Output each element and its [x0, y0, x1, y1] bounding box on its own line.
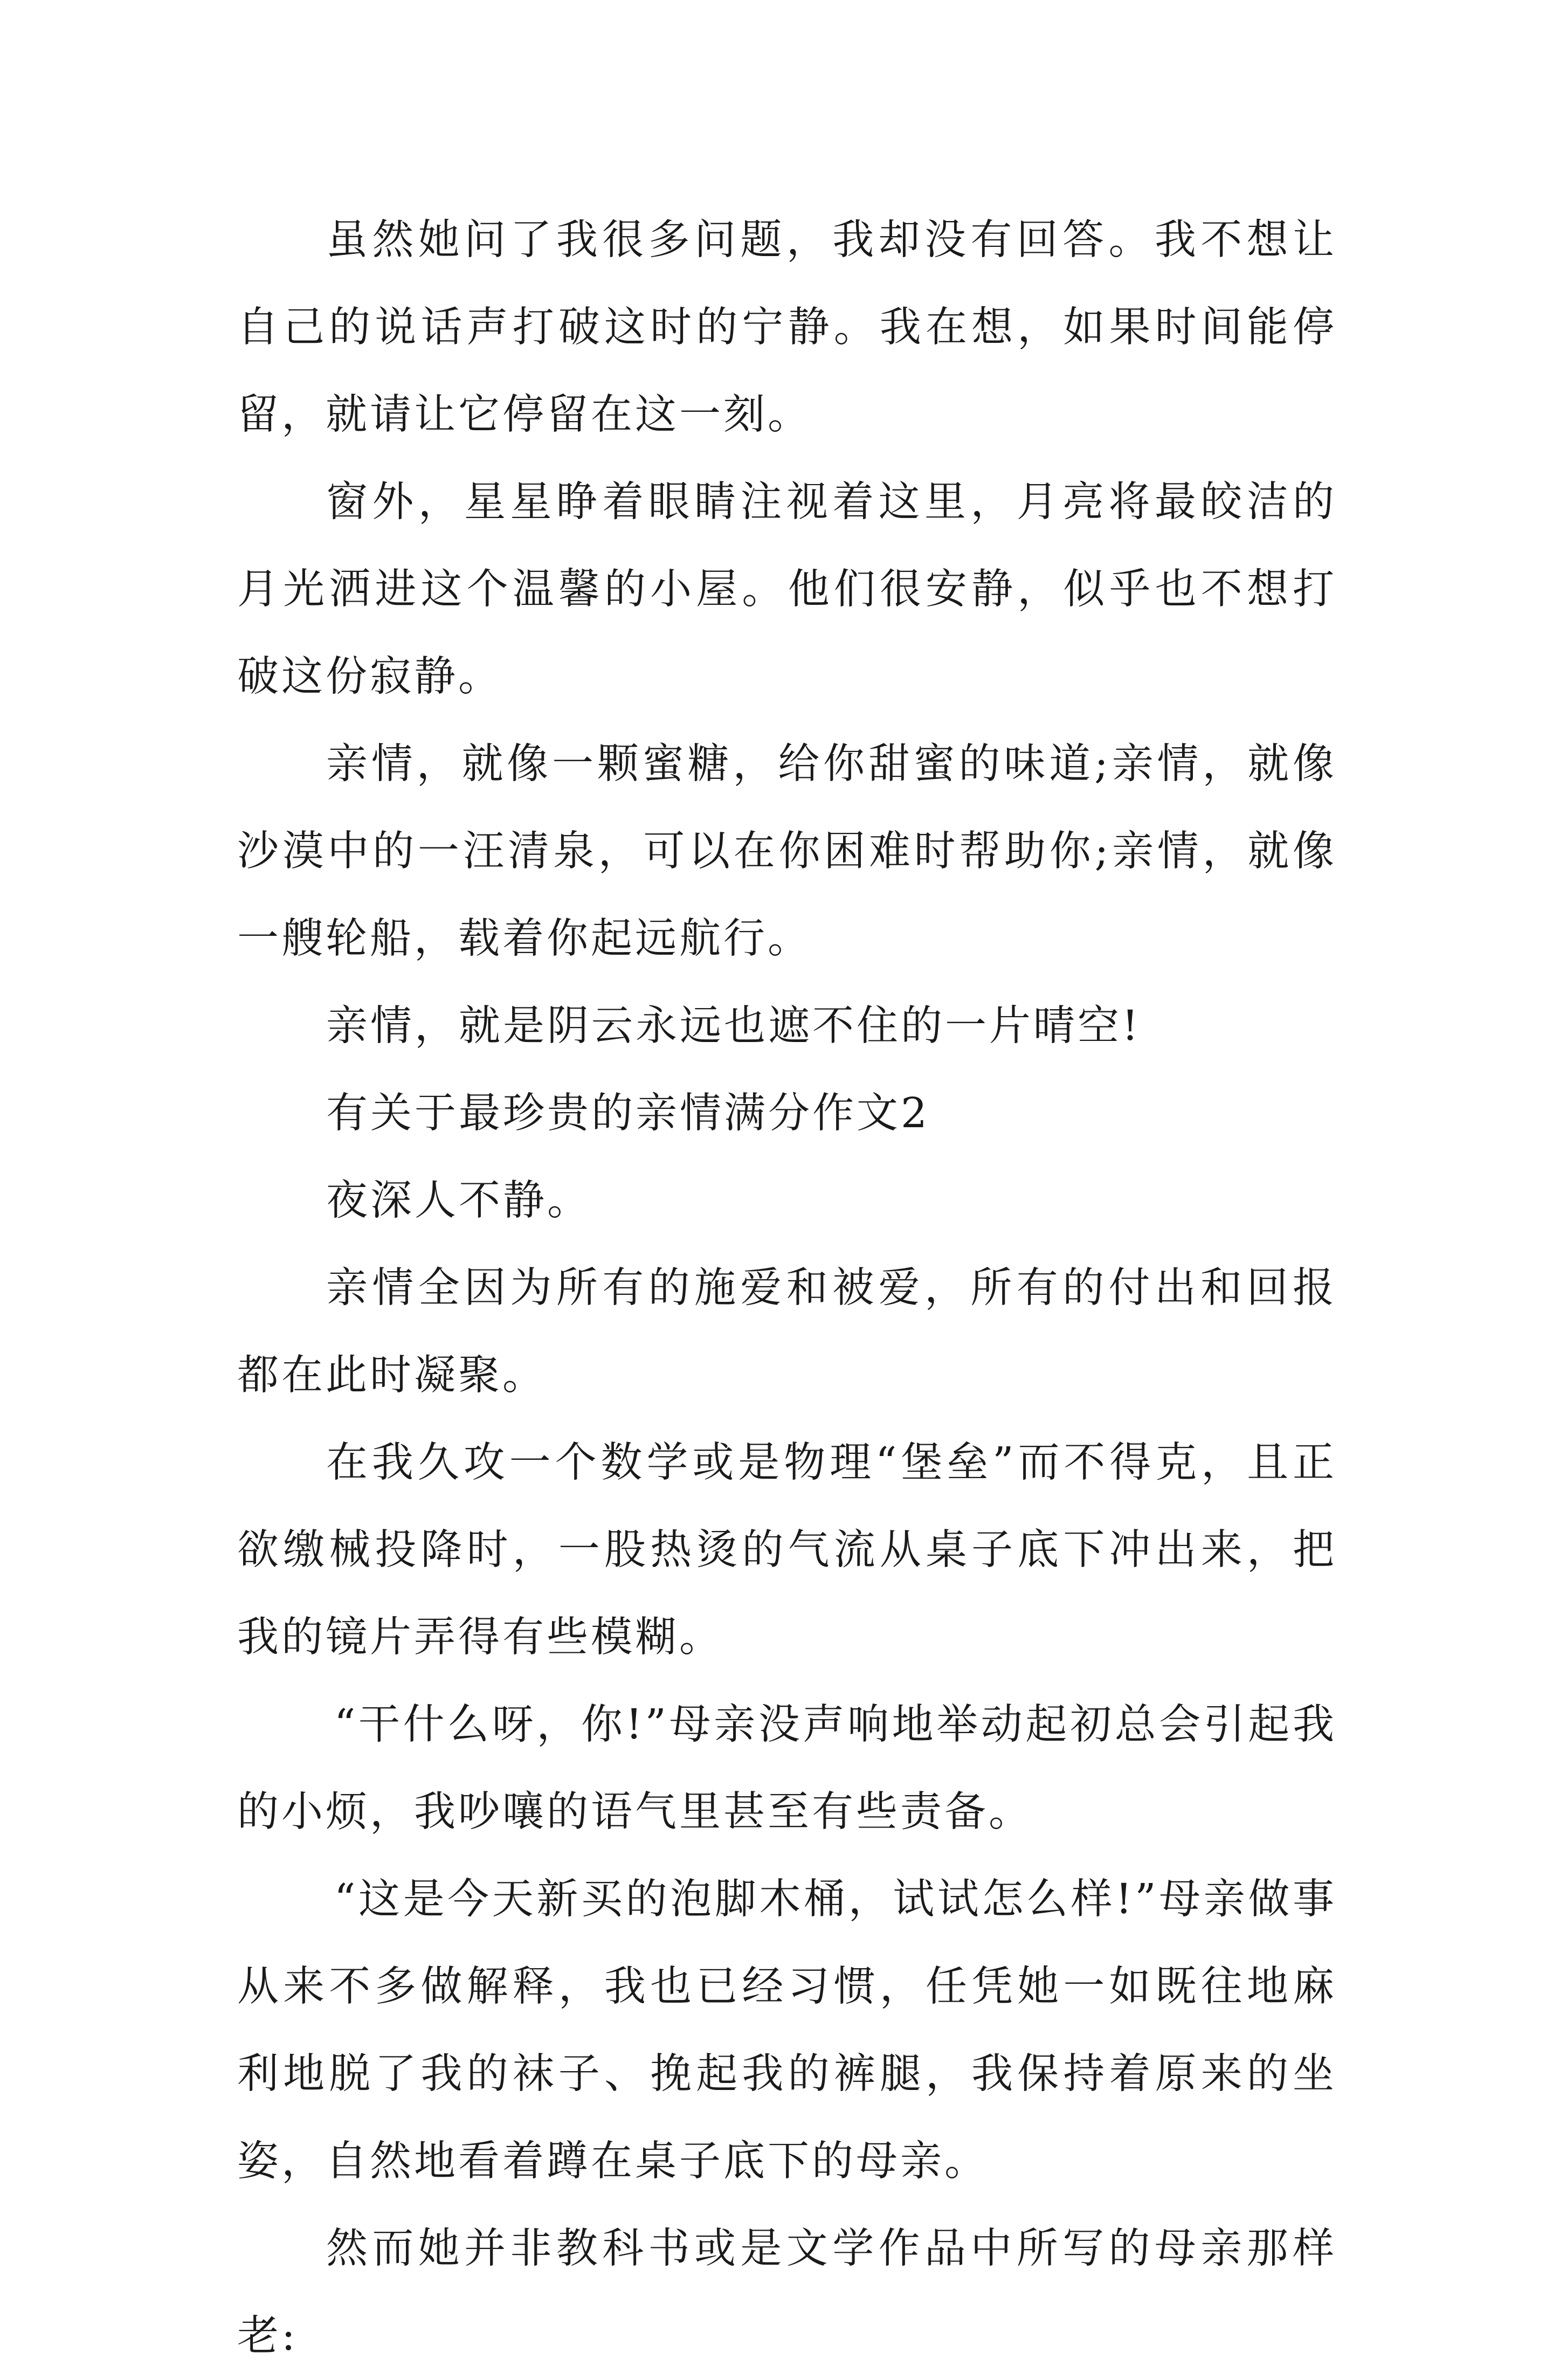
document-body — [237, 197, 1337, 2380]
paragraph-10: 然而她并非教科书或是文学作品中所写的母亲那样老: — [237, 2225, 1337, 2360]
section-heading: 有关于最珍贵的亲情满分作文2 — [326, 1089, 930, 1137]
paragraph-7: 在我久攻一个数学或是物理“堡垒”而不得克，且正欲缴械投降时，一股热烫的气流从桌子底下冲出来，把我的镜片弄得有些模糊。 — [237, 1439, 1337, 1661]
paragraph-8: “干什么呀，你!”母亲没声响地举动起初总会引起我的小烦，我吵嚷的语气里甚至有些责备。 — [237, 1701, 1337, 1836]
paragraph-3: 亲情，就像一颗蜜糖，给你甜蜜的味道;亲情，就像沙漠中的一汪清泉，可以在你困难时帮助你;亲情，就像一艘轮船，载着你起远航行。 — [237, 740, 1337, 963]
paragraph-1: 虽然她问了我很多问题，我却没有回答。我不想让自己的说话声打破这时的宁静。我在想，如果时间能停留，就请让它停留在这一刻。 — [237, 216, 1337, 439]
paragraph-5: 夜深人不静。 — [326, 1177, 591, 1225]
paragraph-2: 窗外，星星睁着眼睛注视着这里，月亮将最皎洁的月光洒进这个温馨的小屋。他们很安静，似乎也不想打破这份寂静。 — [237, 478, 1337, 701]
paragraph-6: 亲情全因为所有的施爱和被爱，所有的付出和回报都在此时凝聚。 — [237, 1264, 1337, 1399]
paragraph-9: “这是今天新买的泡脚木桶，试试怎么样!”母亲做事从来不多做解释，我也已经习惯，任凭她一如既往地麻利地脱了我的袜子、挽起我的裤腿，我保持着原来的坐姿，自然地看着蹲在桌子底下的母亲。 — [237, 1875, 1337, 2185]
paragraph-4: 亲情，就是阴云永远也遮不住的一片晴空! — [326, 1002, 1141, 1050]
